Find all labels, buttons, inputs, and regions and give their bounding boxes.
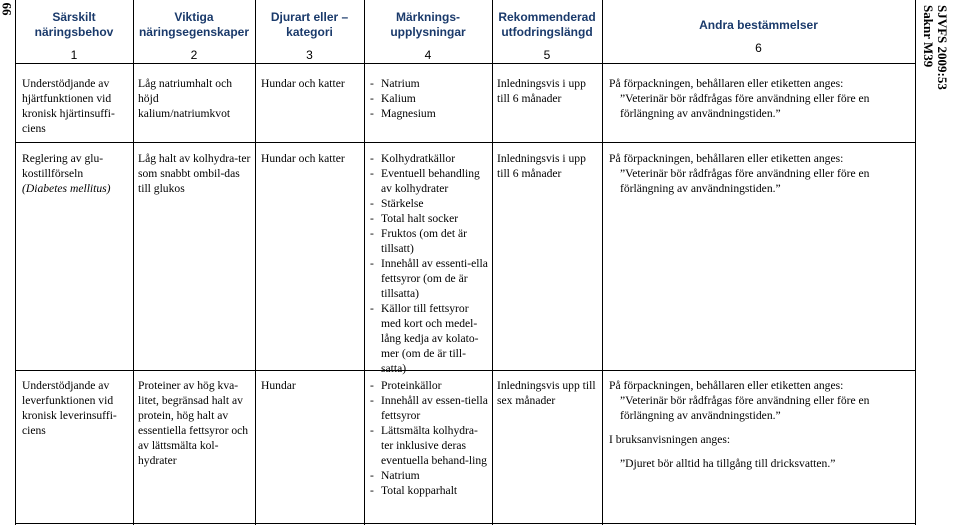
column-header-title: Djurart eller – kategori — [270, 10, 349, 39]
divider — [15, 523, 915, 524]
row-3-labels — [370, 378, 488, 498]
other-quote: ”Veterinär bör rådfrågas före användning eller före en förlängning av användningstiden.” — [620, 92, 870, 120]
list-item: - Lättsmälta kolhydra-ter inklusive deras eventuella behand-ling — [370, 423, 488, 468]
list-item: - Innehåll av essenti-ella fettsyror (om de är tillsatta) — [370, 256, 488, 301]
divider — [15, 63, 915, 64]
other-intro-2: I bruksanvisningen anges: — [609, 433, 731, 446]
list-item: - Fruktos (om det är tillsatt) — [370, 226, 488, 256]
need-text: Reglering av glu-kostillförseln — [22, 152, 104, 180]
list-item: - Kolhydratkällor — [370, 151, 488, 166]
need-italic: (Diabetes mellitus) — [22, 182, 111, 195]
divider — [364, 0, 365, 525]
row-3-duration: Inledningsvis upp till sex månader — [497, 379, 596, 407]
row-2-other — [609, 151, 909, 196]
side-label — [921, 5, 949, 95]
list-item: - Total halt socker — [370, 211, 488, 226]
other-quote: ”Veterinär bör rådfrågas före användning eller före en förlängning av användningstiden.” — [620, 394, 870, 422]
list-item: - Innehåll av essen-tiella fettsyror — [370, 393, 488, 423]
row-2-need — [22, 151, 130, 196]
column-header — [492, 10, 602, 63]
divider — [15, 142, 915, 143]
column-header-number: 6 — [755, 41, 762, 55]
column-header — [15, 10, 133, 63]
other-intro: På förpackningen, behållaren eller etiketten anges: — [609, 152, 844, 165]
page-number: 66 — [0, 2, 15, 16]
list-item: - Magnesium — [370, 106, 488, 121]
divider — [602, 0, 603, 525]
row-2-duration: Inledningsvis i upp till 6 månader — [497, 152, 586, 180]
other-quote-2: ”Djuret bör alltid ha tillgång till dricksvatten.” — [620, 457, 836, 470]
divider — [492, 0, 493, 525]
row-1-labels — [370, 76, 488, 121]
divider — [15, 0, 16, 525]
column-header-number: 1 — [70, 48, 78, 62]
list-item: - Natrium — [370, 468, 488, 483]
column-header-title: Viktiga näringsegenskaper — [138, 10, 250, 39]
row-1-properties: Låg natriumhalt och höjd kalium/natriumkvot — [138, 77, 233, 120]
column-header-number: 3 — [306, 48, 313, 62]
column-header-number: 4 — [424, 48, 432, 62]
list-item: - Stärkelse — [370, 196, 488, 211]
other-intro: På förpackningen, behållaren eller etiketten anges: — [609, 77, 844, 90]
list-item: - Kalium — [370, 91, 488, 106]
row-3-other — [609, 378, 909, 471]
row-1-need: Understödjande av hjärtfunktionen vid kronisk hjärtinsuffi-ciens — [22, 77, 115, 135]
side-label-line1: SJVFS 2009:53 — [935, 5, 950, 90]
column-header-number: 2 — [190, 48, 198, 62]
row-3-properties: Proteiner av hög kva-litet, begränsad halt av protein, hög halt av essentiella fettsyror och av lättsmälta kol-hydrater — [138, 379, 249, 467]
list-item: - Källor till fettsyror med kort och medel-lång kedja av kolato-mer (om de är till-satta) — [370, 301, 488, 376]
row-1-species: Hundar och katter — [261, 77, 345, 90]
column-header — [602, 18, 915, 56]
column-header-number: 5 — [543, 48, 551, 62]
column-header — [133, 10, 255, 63]
divider — [133, 0, 134, 525]
column-header — [364, 10, 492, 63]
row-2-labels — [370, 151, 488, 376]
column-header-title: Särskilt näringsbehov — [34, 10, 114, 39]
divider — [255, 0, 256, 525]
column-header-title: Andra bestämmelser — [699, 18, 818, 32]
row-3-need: Understödjande av leverfunktionen vid kronisk leverinsuffi-ciens — [22, 379, 117, 437]
column-header-title: Rekommenderad utfodringslängd — [498, 10, 596, 39]
row-2-species: Hundar och katter — [261, 152, 345, 165]
other-intro: På förpackningen, behållaren eller etiketten anges: — [609, 379, 844, 392]
list-item: - Total kopparhalt — [370, 483, 488, 498]
row-1-other — [609, 76, 909, 121]
column-header-title: Märknings-upplysningar — [390, 10, 466, 39]
divider — [915, 0, 916, 525]
row-1-duration: Inledningsvis i upp till 6 månader — [497, 77, 586, 105]
list-item: - Proteinkällor — [370, 378, 488, 393]
list-item: - Eventuell behandling av kolhydrater — [370, 166, 488, 196]
side-label-line2: Saknr M39 — [921, 5, 936, 68]
row-3-species: Hundar — [261, 379, 296, 392]
column-header — [255, 10, 364, 63]
row-2-properties: Låg halt av kolhydra-ter som snabbt ombil-das till glukos — [138, 152, 251, 195]
list-item: - Natrium — [370, 76, 488, 91]
other-quote: ”Veterinär bör rådfrågas före användning eller före en förlängning av användningstiden.” — [620, 167, 870, 195]
